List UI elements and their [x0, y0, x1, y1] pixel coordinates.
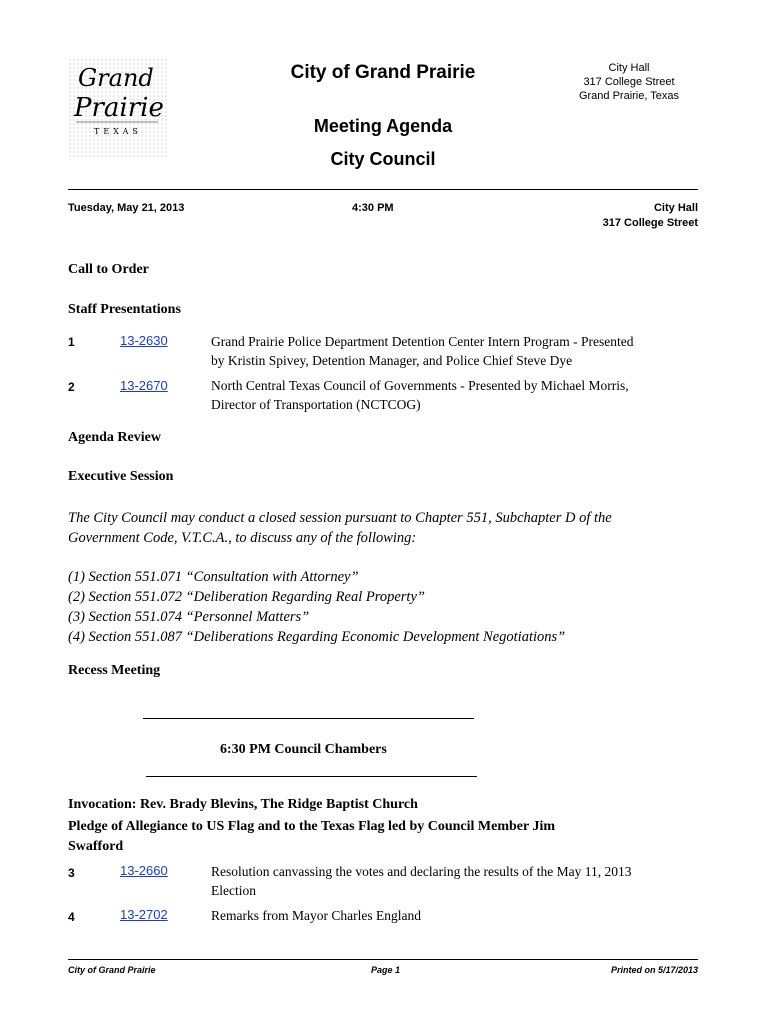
footer-printed: Printed on 5/17/2013: [610, 965, 698, 975]
list-item: (3) Section 551.074 “Personnel Matters”: [68, 609, 310, 625]
item-number: 2: [68, 380, 75, 394]
meeting-location: [540, 201, 698, 231]
section-call-to-order: Call to Order: [68, 262, 149, 277]
evening-heading: 6:30 PM Council Chambers: [220, 742, 387, 757]
section-staff-presentations: Staff Presentations: [68, 302, 181, 317]
footer-org: City of Grand Prairie: [68, 965, 156, 975]
org-title: City of Grand Prairie: [290, 62, 476, 83]
section-recess-meeting: Recess Meeting: [68, 663, 161, 678]
section-executive-session: Executive Session: [68, 469, 174, 484]
item-link-13-2660[interactable]: 13-2660: [120, 863, 168, 878]
item-number: 4: [68, 910, 75, 924]
svg-text:Grand: Grand: [78, 64, 154, 92]
footer-rule: [68, 959, 698, 960]
body-title: City Council: [330, 149, 436, 169]
item-link-13-2670[interactable]: 13-2670: [120, 378, 168, 393]
location-name: City Hall: [653, 202, 698, 214]
pledge: Pledge of Allegiance to US Flag and to the Texas Flag led by Council Member Jim Swafford: [68, 819, 556, 854]
city-logo: [68, 58, 168, 158]
executive-list: [68, 567, 688, 647]
item-number: 3: [68, 866, 75, 880]
meeting-date: Tuesday, May 21, 2013: [68, 202, 185, 214]
hall-name: City Hall: [608, 62, 650, 74]
hall-street: 317 College Street: [583, 76, 675, 88]
location-street: 317 College Street: [602, 217, 698, 229]
item-number: 1: [68, 335, 75, 349]
item-description: Resolution canvassing the votes and declaring the results of the May 11, 2013 Election: [211, 864, 632, 898]
header-rule: [68, 189, 698, 190]
executive-intro: The City Council may conduct a closed session pursuant to Chapter 551, Subchapter D of the Government Code, V.T.C.A., to discuss any of the following:: [68, 510, 612, 546]
hall-address: [540, 61, 718, 103]
footer-page: Page 1: [371, 965, 401, 975]
section-agenda-review: Agenda Review: [68, 430, 161, 445]
meeting-time: 4:30 PM: [352, 202, 394, 214]
item-description: Grand Prairie Police Department Detention Center Intern Program - Presented by Kristin Spivey, Detention Manager, and Police Chief Steve Dye: [211, 334, 634, 368]
item-description: Remarks from Mayor Charles England: [211, 908, 421, 923]
list-item: (2) Section 551.072 “Deliberation Regarding Real Property”: [68, 589, 425, 605]
item-link-13-2702[interactable]: 13-2702: [120, 907, 168, 922]
item-link-13-2630[interactable]: 13-2630: [120, 333, 168, 348]
list-item: (1) Section 551.071 “Consultation with Attorney”: [68, 569, 359, 585]
grand-prairie-logo-graphic: [68, 58, 168, 158]
list-item: (4) Section 551.087 “Deliberations Regarding Economic Development Negotiations”: [68, 629, 566, 645]
svg-text:Prairie: Prairie: [74, 93, 164, 123]
evening-rule-bottom: [146, 776, 477, 777]
svg-text:TEXAS: TEXAS: [94, 127, 142, 136]
invocation: Invocation: Rev. Brady Blevins, The Ridge Baptist Church: [68, 797, 418, 812]
doc-title: Meeting Agenda: [313, 116, 453, 136]
evening-rule-top: [143, 718, 474, 719]
item-description: North Central Texas Council of Governments - Presented by Michael Morris, Director of Transportation (NCTCOG): [211, 378, 629, 412]
hall-city: Grand Prairie, Texas: [578, 90, 680, 102]
